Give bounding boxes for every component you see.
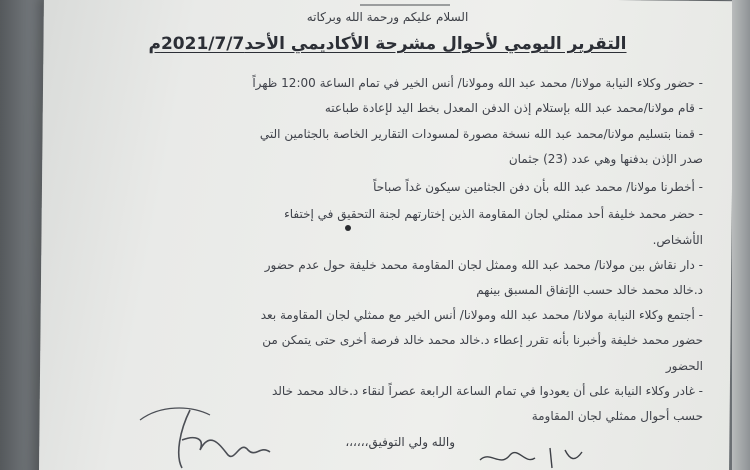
report-line: صدر الإذن بدفنها وهي عدد (23) جثمان bbox=[508, 152, 703, 166]
report-line: حسب أحوال ممثلي لجان المقاومة bbox=[531, 409, 703, 423]
report-line: - أجتمع وكلاء النيابة مولانا/ محمد عبد الله ومولانا/ أنس الخير مع ممثلي لجان المقاومة بعد bbox=[260, 308, 703, 322]
report-line: - غادر وكلاء النيابة على أن يعودوا في تمام الساعة الرابعة عصراً لنقاء د.خالد محمد خالد bbox=[271, 384, 703, 398]
report-line: حضور محمد خليفة وأخبرنا بأنه تقرر إعطاء د.خالد محمد خالد فرصة أخرى حتى يتمكن من bbox=[262, 333, 703, 347]
closing-line: والله ولي التوفيق،،،،،، bbox=[345, 435, 455, 449]
report-line: د.خالد محمد خالد حسب الإتفاق المسبق بينهم bbox=[476, 283, 703, 297]
report-line: الحضور bbox=[665, 359, 703, 373]
report-line: - حضر محمد خليفة أحد ممثلي لجان المقاومة الذين إختارتهم لجنة التحقيق في إختفاء bbox=[284, 207, 703, 221]
report-line: - قام مولانا/محمد عبد الله بإستلام إذن الدفن المعدل بخط اليد لإعادة طباعته bbox=[324, 101, 703, 115]
report-line: - حضور وكلاء النيابة مولانا/ محمد عبد الله ومولانا/ أنس الخير في تمام الساعة 12:00 ظهراً bbox=[252, 76, 703, 90]
report-line: - قمنا بتسليم مولانا/محمد عبد الله نسخة مصورة لمسودات التقارير الخاصة بالجثامين التي bbox=[259, 127, 703, 141]
right-edge bbox=[732, 0, 750, 470]
report-line: - دار نقاش بين مولانا/ محمد عبد الله وممثل لجان المقاومة محمد خليفة حول عدم حضور bbox=[264, 258, 703, 272]
second-signature bbox=[470, 440, 590, 470]
report-title: التقرير اليومي لأحوال مشرحة الأكاديمي الأحد2021/7/7م bbox=[148, 34, 627, 54]
ink-dot bbox=[345, 225, 351, 231]
report-line: الأشخاص. bbox=[652, 233, 703, 247]
salutation: السلام عليكم ورحمة الله وبركاته bbox=[306, 10, 469, 24]
cut-off-header bbox=[360, 0, 450, 6]
handwritten-signature bbox=[120, 400, 320, 470]
report-line: - أخطرنا مولانا/ محمد عبد الله بأن دفن الجثامين سيكون غداً صباحاً bbox=[373, 180, 703, 194]
